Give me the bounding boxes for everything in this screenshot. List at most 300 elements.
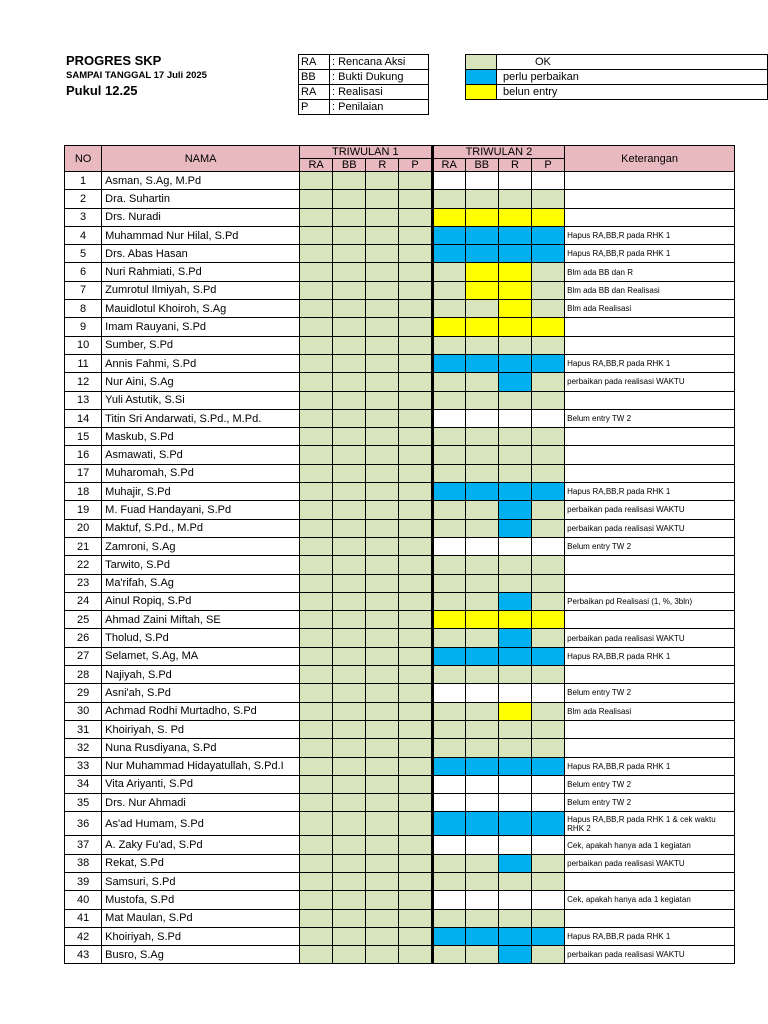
row-note: Hapus RA,BB,R pada RHK 1 & cek waktu RHK 2 (565, 812, 735, 836)
status-cell-tw2-r (498, 318, 531, 336)
status-cell-tw1-p (399, 190, 432, 208)
table-row (65, 373, 735, 391)
status-cell-tw2-p (532, 946, 565, 964)
row-name: A. Zaky Fu'ad, S.Pd (102, 836, 300, 854)
row-number: 36 (65, 812, 102, 836)
status-cell-tw2-p (532, 812, 565, 836)
status-cell-tw1-ra (300, 812, 333, 836)
status-cell-tw1-r (366, 647, 399, 665)
row-name: Khoiriyah, S. Pd (102, 720, 300, 738)
status-cell-tw2-bb (465, 300, 498, 318)
status-cell-tw2-ra (432, 757, 465, 775)
status-cell-tw1-bb (333, 300, 366, 318)
row-number: 17 (65, 464, 102, 482)
status-cell-tw1-bb (333, 854, 366, 872)
status-cell-tw2-bb (465, 208, 498, 226)
status-cell-tw1-p (399, 409, 432, 427)
table-row (65, 872, 735, 890)
status-cell-tw2-bb (465, 629, 498, 647)
status-cell-tw1-bb (333, 483, 366, 501)
status-cell-tw2-p (532, 501, 565, 519)
row-name: Mustofa, S.Pd (102, 891, 300, 909)
abbreviation-row (299, 70, 429, 85)
row-number: 37 (65, 836, 102, 854)
status-cell-tw1-p (399, 574, 432, 592)
row-note: Hapus RA,BB,R pada RHK 1 (565, 757, 735, 775)
status-cell-tw2-bb (465, 775, 498, 793)
status-cell-tw1-r (366, 172, 399, 190)
status-cell-tw1-ra (300, 629, 333, 647)
row-number: 10 (65, 336, 102, 354)
status-cell-tw2-r (498, 854, 531, 872)
status-cell-tw2-bb (465, 909, 498, 927)
status-cell-tw1-ra (300, 854, 333, 872)
row-name: Titin Sri Andarwati, S.Pd., M.Pd. (102, 409, 300, 427)
status-cell-tw1-r (366, 281, 399, 299)
status-cell-tw2-ra (432, 409, 465, 427)
table-row (65, 208, 735, 226)
status-cell-tw2-ra (432, 373, 465, 391)
row-number: 25 (65, 611, 102, 629)
row-name: Ainul Ropiq, S.Pd (102, 592, 300, 610)
row-number: 14 (65, 409, 102, 427)
status-cell-tw1-r (366, 519, 399, 537)
header-triwulan-2: TRIWULAN 2 (432, 146, 565, 159)
status-cell-tw2-r (498, 556, 531, 574)
status-cell-tw1-p (399, 739, 432, 757)
table-row (65, 391, 735, 409)
status-cell-tw2-ra (432, 684, 465, 702)
status-cell-tw1-p (399, 702, 432, 720)
row-name: Zamroni, S.Ag (102, 537, 300, 555)
status-cell-tw2-p (532, 854, 565, 872)
row-number: 1 (65, 172, 102, 190)
status-cell-tw2-p (532, 391, 565, 409)
status-cell-tw1-bb (333, 501, 366, 519)
status-cell-tw2-p (532, 226, 565, 244)
status-cell-tw2-bb (465, 739, 498, 757)
status-cell-tw2-p (532, 519, 565, 537)
status-cell-tw2-bb (465, 720, 498, 738)
status-cell-tw2-bb (465, 574, 498, 592)
table-row (65, 739, 735, 757)
status-cell-tw2-r (498, 208, 531, 226)
table-row (65, 702, 735, 720)
status-cell-tw2-ra (432, 300, 465, 318)
status-cell-tw2-p (532, 428, 565, 446)
status-cell-tw2-ra (432, 666, 465, 684)
status-cell-tw1-ra (300, 226, 333, 244)
status-cell-tw1-p (399, 263, 432, 281)
status-cell-tw2-p (532, 537, 565, 555)
row-note: perbaikan pada realisasi WAKTU (565, 946, 735, 964)
status-cell-tw1-r (366, 872, 399, 890)
status-cell-tw1-r (366, 592, 399, 610)
status-cell-tw2-r (498, 428, 531, 446)
row-note: perbaikan pada realisasi WAKTU (565, 854, 735, 872)
abbreviation-code: P (299, 100, 330, 115)
status-cell-tw2-bb (465, 794, 498, 812)
abbreviation-row (299, 100, 429, 115)
row-name: Rekat, S.Pd (102, 854, 300, 872)
status-cell-tw1-r (366, 354, 399, 372)
status-cell-tw1-ra (300, 464, 333, 482)
row-name: Tholud, S.Pd (102, 629, 300, 647)
status-cell-tw1-r (366, 409, 399, 427)
status-cell-tw2-bb (465, 702, 498, 720)
status-cell-tw1-bb (333, 684, 366, 702)
status-cell-tw2-r (498, 354, 531, 372)
table-row (65, 281, 735, 299)
status-cell-tw2-p (532, 373, 565, 391)
row-note (565, 190, 735, 208)
status-cell-tw1-r (366, 318, 399, 336)
row-note: Perbaikan pd Realisasi (1, %, 3bln) (565, 592, 735, 610)
status-cell-tw1-r (366, 720, 399, 738)
status-cell-tw2-p (532, 190, 565, 208)
status-cell-tw1-ra (300, 946, 333, 964)
status-cell-tw1-bb (333, 519, 366, 537)
status-cell-tw1-ra (300, 611, 333, 629)
row-name: Nur Muhammad Hidayatullah, S.Pd.I (102, 757, 300, 775)
table-row (65, 428, 735, 446)
row-number: 26 (65, 629, 102, 647)
status-cell-tw1-r (366, 190, 399, 208)
status-cell-tw2-r (498, 483, 531, 501)
row-note: Blm ada Realisasi (565, 702, 735, 720)
status-cell-tw2-p (532, 281, 565, 299)
status-cell-tw2-p (532, 684, 565, 702)
status-cell-tw2-p (532, 483, 565, 501)
status-cell-tw1-p (399, 775, 432, 793)
status-cell-tw2-ra (432, 812, 465, 836)
status-cell-tw2-ra (432, 208, 465, 226)
subheader-bb: BB (465, 159, 498, 172)
status-cell-tw2-r (498, 391, 531, 409)
status-cell-tw1-bb (333, 647, 366, 665)
row-name: Annis Fahmi, S.Pd (102, 354, 300, 372)
status-cell-tw1-p (399, 891, 432, 909)
status-cell-tw1-bb (333, 446, 366, 464)
status-cell-tw1-bb (333, 927, 366, 945)
row-note: Hapus RA,BB,R pada RHK 1 (565, 483, 735, 501)
status-cell-tw2-ra (432, 702, 465, 720)
row-number: 43 (65, 946, 102, 964)
subheader-p: P (399, 159, 432, 172)
status-cell-tw1-ra (300, 208, 333, 226)
row-number: 18 (65, 483, 102, 501)
status-cell-tw1-p (399, 927, 432, 945)
status-cell-tw1-bb (333, 354, 366, 372)
status-cell-tw1-p (399, 281, 432, 299)
status-cell-tw1-bb (333, 629, 366, 647)
row-note (565, 909, 735, 927)
status-cell-tw2-bb (465, 464, 498, 482)
row-name: Muharomah, S.Pd (102, 464, 300, 482)
status-cell-tw2-r (498, 446, 531, 464)
status-cell-tw2-r (498, 666, 531, 684)
row-number: 22 (65, 556, 102, 574)
row-number: 33 (65, 757, 102, 775)
status-cell-tw2-r (498, 684, 531, 702)
status-cell-tw2-ra (432, 446, 465, 464)
status-cell-tw2-ra (432, 354, 465, 372)
row-name: Asni'ah, S.Pd (102, 684, 300, 702)
header-triwulan-1: TRIWULAN 1 (300, 146, 433, 159)
row-number: 2 (65, 190, 102, 208)
status-cell-tw2-p (532, 245, 565, 263)
row-note (565, 574, 735, 592)
status-cell-tw1-p (399, 318, 432, 336)
row-number: 20 (65, 519, 102, 537)
status-cell-tw1-bb (333, 318, 366, 336)
status-cell-tw1-p (399, 354, 432, 372)
legend-label: OK (497, 55, 768, 70)
status-cell-tw1-r (366, 428, 399, 446)
status-cell-tw1-r (366, 226, 399, 244)
status-cell-tw1-ra (300, 909, 333, 927)
status-cell-tw2-ra (432, 794, 465, 812)
status-cell-tw2-p (532, 172, 565, 190)
row-note: Cek, apakah hanya ada 1 kegiatan (565, 836, 735, 854)
status-cell-tw1-ra (300, 483, 333, 501)
table-row (65, 611, 735, 629)
status-cell-tw2-r (498, 611, 531, 629)
status-cell-tw1-ra (300, 794, 333, 812)
status-cell-tw1-r (366, 574, 399, 592)
row-number: 30 (65, 702, 102, 720)
status-cell-tw2-p (532, 556, 565, 574)
status-cell-tw2-p (532, 464, 565, 482)
status-cell-tw1-ra (300, 354, 333, 372)
status-cell-tw2-bb (465, 812, 498, 836)
row-name: Khoiriyah, S.Pd (102, 927, 300, 945)
status-cell-tw2-ra (432, 592, 465, 610)
row-name: Maktuf, S.Pd., M.Pd (102, 519, 300, 537)
row-note (565, 464, 735, 482)
status-cell-tw2-p (532, 891, 565, 909)
status-cell-tw2-bb (465, 483, 498, 501)
status-cell-tw1-ra (300, 702, 333, 720)
row-number: 4 (65, 226, 102, 244)
status-cell-tw2-r (498, 519, 531, 537)
status-cell-tw2-ra (432, 775, 465, 793)
status-cell-tw2-r (498, 574, 531, 592)
status-cell-tw2-r (498, 757, 531, 775)
table-row (65, 836, 735, 854)
row-number: 11 (65, 354, 102, 372)
status-cell-tw2-bb (465, 872, 498, 890)
status-cell-tw2-ra (432, 318, 465, 336)
status-cell-tw2-p (532, 909, 565, 927)
row-number: 31 (65, 720, 102, 738)
legend-label: belun entry (497, 85, 768, 100)
status-cell-tw2-bb (465, 592, 498, 610)
status-cell-tw1-p (399, 464, 432, 482)
table-row (65, 501, 735, 519)
status-cell-tw1-r (366, 909, 399, 927)
status-cell-tw2-p (532, 592, 565, 610)
status-cell-tw1-r (366, 373, 399, 391)
status-cell-tw1-bb (333, 428, 366, 446)
status-cell-tw2-bb (465, 757, 498, 775)
status-cell-tw2-ra (432, 629, 465, 647)
status-cell-tw2-r (498, 263, 531, 281)
status-cell-tw2-ra (432, 428, 465, 446)
table-row (65, 854, 735, 872)
status-cell-tw2-ra (432, 226, 465, 244)
status-cell-tw2-ra (432, 245, 465, 263)
status-cell-tw2-p (532, 647, 565, 665)
status-cell-tw1-ra (300, 666, 333, 684)
status-cell-tw2-bb (465, 409, 498, 427)
status-cell-tw2-r (498, 647, 531, 665)
row-name: Muhajir, S.Pd (102, 483, 300, 501)
row-note: perbaikan pada realisasi WAKTU (565, 519, 735, 537)
table-row (65, 647, 735, 665)
subheader-r: R (498, 159, 531, 172)
status-cell-tw2-bb (465, 318, 498, 336)
status-cell-tw1-ra (300, 556, 333, 574)
status-cell-tw2-r (498, 812, 531, 836)
row-note: perbaikan pada realisasi WAKTU (565, 373, 735, 391)
status-cell-tw1-ra (300, 757, 333, 775)
status-cell-tw2-bb (465, 854, 498, 872)
status-cell-tw1-r (366, 812, 399, 836)
status-cell-tw1-ra (300, 836, 333, 854)
row-note (565, 318, 735, 336)
row-name: Ahmad Zaini Miftah, SE (102, 611, 300, 629)
status-cell-tw1-bb (333, 373, 366, 391)
status-cell-tw1-ra (300, 872, 333, 890)
status-cell-tw1-bb (333, 946, 366, 964)
status-cell-tw2-r (498, 702, 531, 720)
row-number: 15 (65, 428, 102, 446)
status-cell-tw2-ra (432, 519, 465, 537)
status-cell-tw1-r (366, 336, 399, 354)
status-cell-tw1-p (399, 647, 432, 665)
status-cell-tw2-ra (432, 281, 465, 299)
row-note (565, 172, 735, 190)
row-number: 28 (65, 666, 102, 684)
status-cell-tw2-r (498, 537, 531, 555)
row-name: Asmawati, S.Pd (102, 446, 300, 464)
status-cell-tw1-p (399, 592, 432, 610)
row-name: Dra. Suhartin (102, 190, 300, 208)
status-cell-tw2-ra (432, 872, 465, 890)
table-row (65, 464, 735, 482)
table-row (65, 684, 735, 702)
status-cell-tw2-ra (432, 172, 465, 190)
row-note: Hapus RA,BB,R pada RHK 1 (565, 927, 735, 945)
status-cell-tw2-p (532, 836, 565, 854)
status-cell-tw1-ra (300, 891, 333, 909)
status-cell-tw2-bb (465, 666, 498, 684)
status-cell-tw1-r (366, 483, 399, 501)
row-number: 27 (65, 647, 102, 665)
status-cell-tw1-p (399, 720, 432, 738)
table-row (65, 891, 735, 909)
row-number: 19 (65, 501, 102, 519)
legend-row (466, 55, 768, 70)
status-cell-tw1-bb (333, 172, 366, 190)
abbreviation-row (299, 85, 429, 100)
status-cell-tw2-p (532, 574, 565, 592)
status-cell-tw1-bb (333, 464, 366, 482)
status-cell-tw2-p (532, 611, 565, 629)
status-cell-tw2-p (532, 446, 565, 464)
status-cell-tw1-ra (300, 647, 333, 665)
row-note: Blm ada Realisasi (565, 300, 735, 318)
status-cell-tw2-bb (465, 226, 498, 244)
status-cell-tw1-r (366, 891, 399, 909)
status-cell-tw1-r (366, 611, 399, 629)
status-cell-tw2-ra (432, 909, 465, 927)
status-cell-tw2-bb (465, 190, 498, 208)
status-cell-tw2-r (498, 775, 531, 793)
table-row (65, 226, 735, 244)
status-cell-tw1-bb (333, 226, 366, 244)
row-note: perbaikan pada realisasi WAKTU (565, 501, 735, 519)
status-cell-tw1-ra (300, 245, 333, 263)
status-cell-tw1-r (366, 464, 399, 482)
status-cell-tw1-r (366, 629, 399, 647)
abbreviation-row (299, 55, 429, 70)
row-number: 42 (65, 927, 102, 945)
status-cell-tw2-r (498, 891, 531, 909)
status-cell-tw1-r (366, 300, 399, 318)
row-number: 35 (65, 794, 102, 812)
table-row (65, 190, 735, 208)
status-cell-tw1-r (366, 263, 399, 281)
subheader-ra: RA (300, 159, 333, 172)
status-cell-tw1-bb (333, 245, 366, 263)
abbreviation-code: RA (299, 55, 330, 70)
status-cell-tw2-p (532, 757, 565, 775)
status-cell-tw1-ra (300, 263, 333, 281)
status-cell-tw1-r (366, 794, 399, 812)
row-number: 8 (65, 300, 102, 318)
status-cell-tw2-p (532, 318, 565, 336)
status-cell-tw2-ra (432, 391, 465, 409)
abbreviation-desc: : Penilaian (330, 100, 429, 115)
table-row (65, 300, 735, 318)
row-note: Hapus RA,BB,R pada RHK 1 (565, 647, 735, 665)
row-number: 12 (65, 373, 102, 391)
row-number: 40 (65, 891, 102, 909)
status-cell-tw2-r (498, 226, 531, 244)
status-cell-tw1-bb (333, 592, 366, 610)
status-cell-tw2-p (532, 263, 565, 281)
status-cell-tw2-r (498, 190, 531, 208)
status-cell-tw2-bb (465, 891, 498, 909)
row-number: 6 (65, 263, 102, 281)
status-cell-tw1-p (399, 446, 432, 464)
row-number: 29 (65, 684, 102, 702)
status-cell-tw1-bb (333, 336, 366, 354)
status-cell-tw1-bb (333, 391, 366, 409)
status-cell-tw1-p (399, 537, 432, 555)
status-cell-tw2-p (532, 872, 565, 890)
status-cell-tw1-p (399, 208, 432, 226)
status-cell-tw2-ra (432, 190, 465, 208)
status-cell-tw1-r (366, 854, 399, 872)
table-row (65, 318, 735, 336)
abbreviation-table (298, 54, 429, 115)
status-cell-tw2-r (498, 872, 531, 890)
row-name: Najiyah, S.Pd (102, 666, 300, 684)
status-cell-tw2-ra (432, 483, 465, 501)
